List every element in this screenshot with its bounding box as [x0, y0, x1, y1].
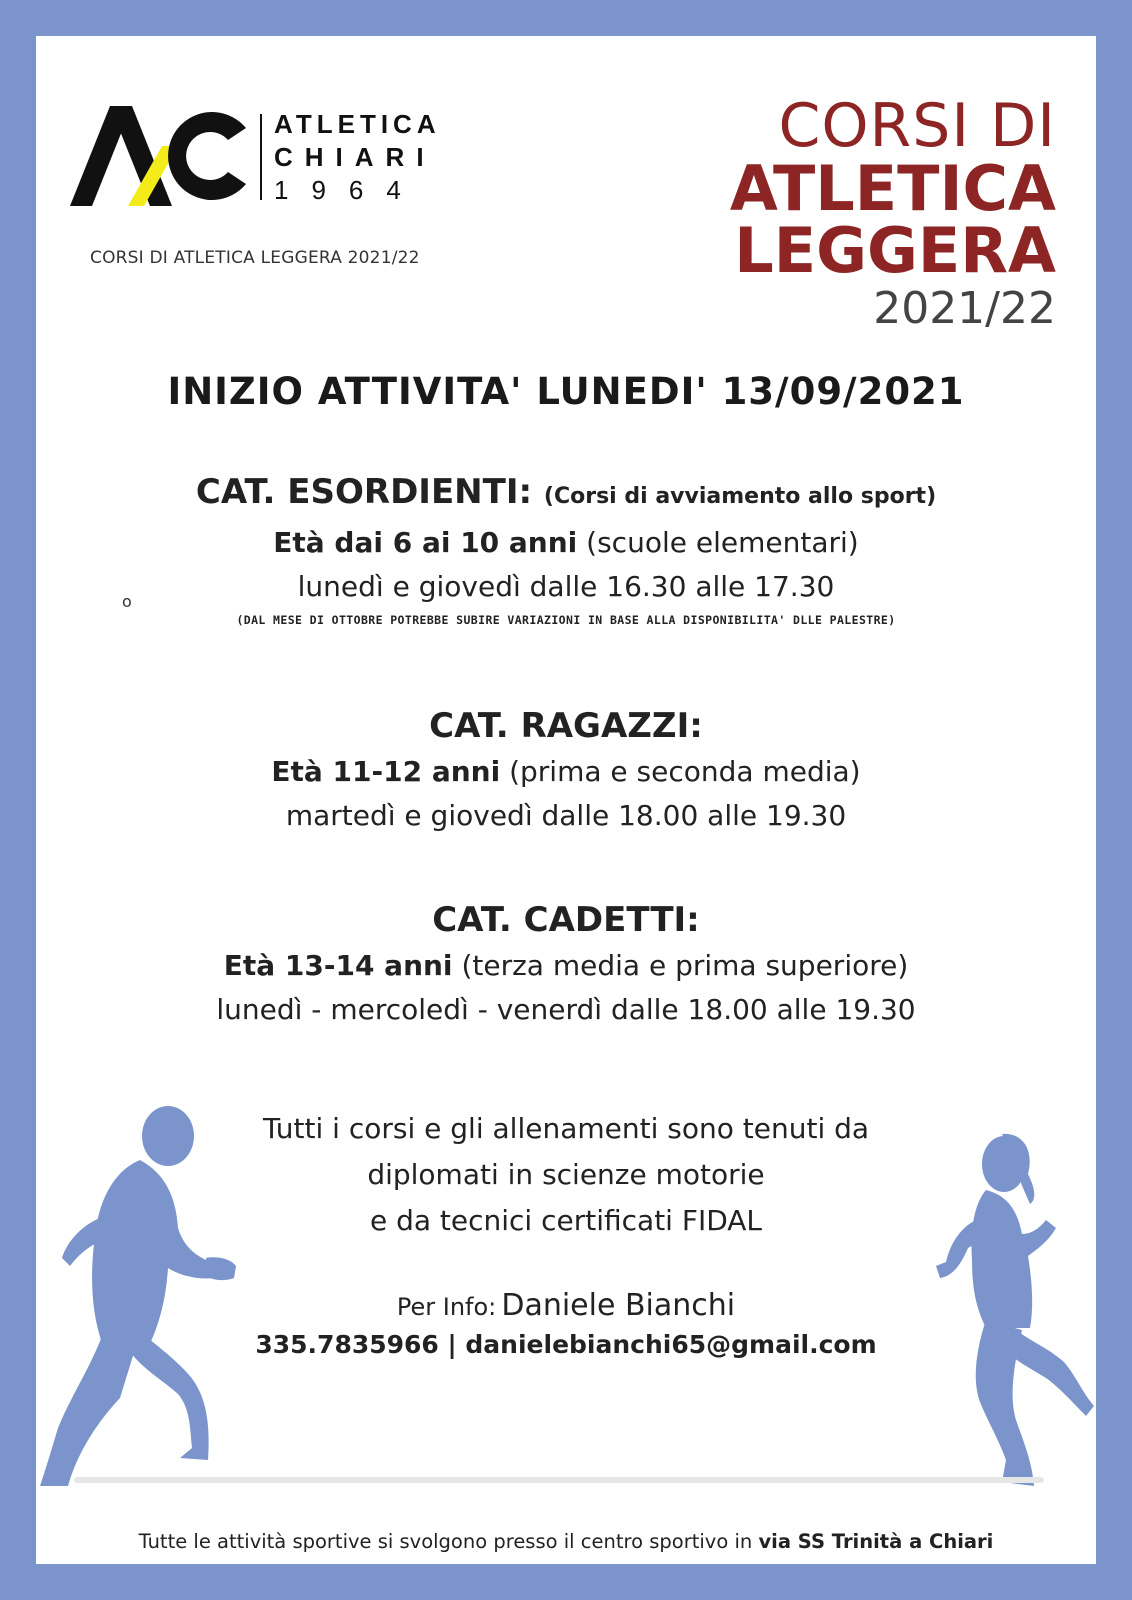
logo-line-2: CHIARI — [274, 142, 436, 172]
category-note: (Corsi di avviamento allo sport) — [543, 484, 937, 509]
start-date: INIZIO ATTIVITA' LUNEDI' 13/09/2021 — [167, 370, 965, 413]
runner-female-icon — [906, 1130, 1096, 1490]
info-line-2: diplomati in scienze motorie — [367, 1158, 765, 1191]
age-range: Età 11-12 anni — [271, 755, 501, 788]
category-esordienti — [36, 468, 1096, 627]
headline-line-1: CORSI DI — [778, 91, 1056, 161]
age-range: Età dai 6 ai 10 anni — [273, 526, 578, 559]
logo-text — [274, 108, 441, 207]
contact-label: Per Info: — [396, 1293, 497, 1321]
footer — [36, 1530, 1096, 1553]
flyer — [36, 36, 1096, 1564]
contact-email[interactable]: danielebianchi65@gmail.com — [465, 1330, 877, 1359]
logo — [70, 106, 490, 268]
category-age — [36, 521, 1096, 565]
info-line-3: e da tecnici certificati FIDAL — [369, 1204, 763, 1237]
info-line-1: Tutti i corsi e gli allenamenti sono tenuti da — [262, 1112, 870, 1145]
category-age — [36, 944, 1096, 988]
category-name: CAT. RAGAZZI: — [429, 706, 703, 746]
logo-line-3: 1964 — [274, 175, 424, 205]
category-ragazzi — [36, 702, 1096, 838]
category-cadetti — [36, 896, 1096, 1032]
footer-address: via SS Trinità a Chiari — [758, 1530, 994, 1553]
headline — [729, 91, 1056, 336]
footer-text: Tutte le attività sportive si svolgono presso il centro sportivo in — [138, 1530, 753, 1553]
logo-mark-icon — [70, 106, 250, 206]
runner-male-icon — [40, 1098, 240, 1488]
headline-line-2: ATLETICA — [729, 152, 1056, 225]
age-range: Età 13-14 anni — [223, 949, 453, 982]
contact-name: Daniele Bianchi — [501, 1288, 736, 1323]
category-schedule: lunedì - mercoledì - venerdì dalle 18.00 alle 19.30 — [216, 993, 916, 1026]
contact-phone[interactable]: 335.7835966 — [255, 1330, 439, 1359]
logo-divider — [260, 114, 262, 200]
category-name: CAT. CADETTI: — [432, 900, 700, 940]
category-age — [36, 750, 1096, 794]
age-school: (terza media e prima superiore) — [461, 949, 909, 982]
category-name: CAT. ESORDIENTI: — [195, 472, 533, 512]
category-title — [36, 468, 1096, 521]
headline-year: 2021/22 — [873, 283, 1056, 334]
headline-line-3: LEGGERA — [734, 214, 1056, 287]
category-schedule: lunedì e giovedì dalle 16.30 alle 17.30 — [297, 570, 835, 603]
age-school: (prima e seconda media) — [509, 755, 861, 788]
category-notice: (DAL MESE DI OTTOBRE POTREBBE SUBIRE VARIAZIONI IN BASE ALLA DISPONIBILITA' DLLE PALESTRE) — [236, 613, 896, 627]
bullet-icon: o — [122, 592, 132, 611]
logo-line-1: ATLETICA — [274, 109, 441, 139]
contact-separator: | — [447, 1330, 457, 1359]
ground-line — [74, 1477, 1044, 1483]
category-schedule: martedì e giovedì dalle 18.00 alle 19.30 — [285, 799, 847, 832]
age-school: (scuole elementari) — [586, 526, 859, 559]
logo-subtitle: CORSI DI ATLETICA LEGGERA 2021/22 — [90, 248, 420, 268]
